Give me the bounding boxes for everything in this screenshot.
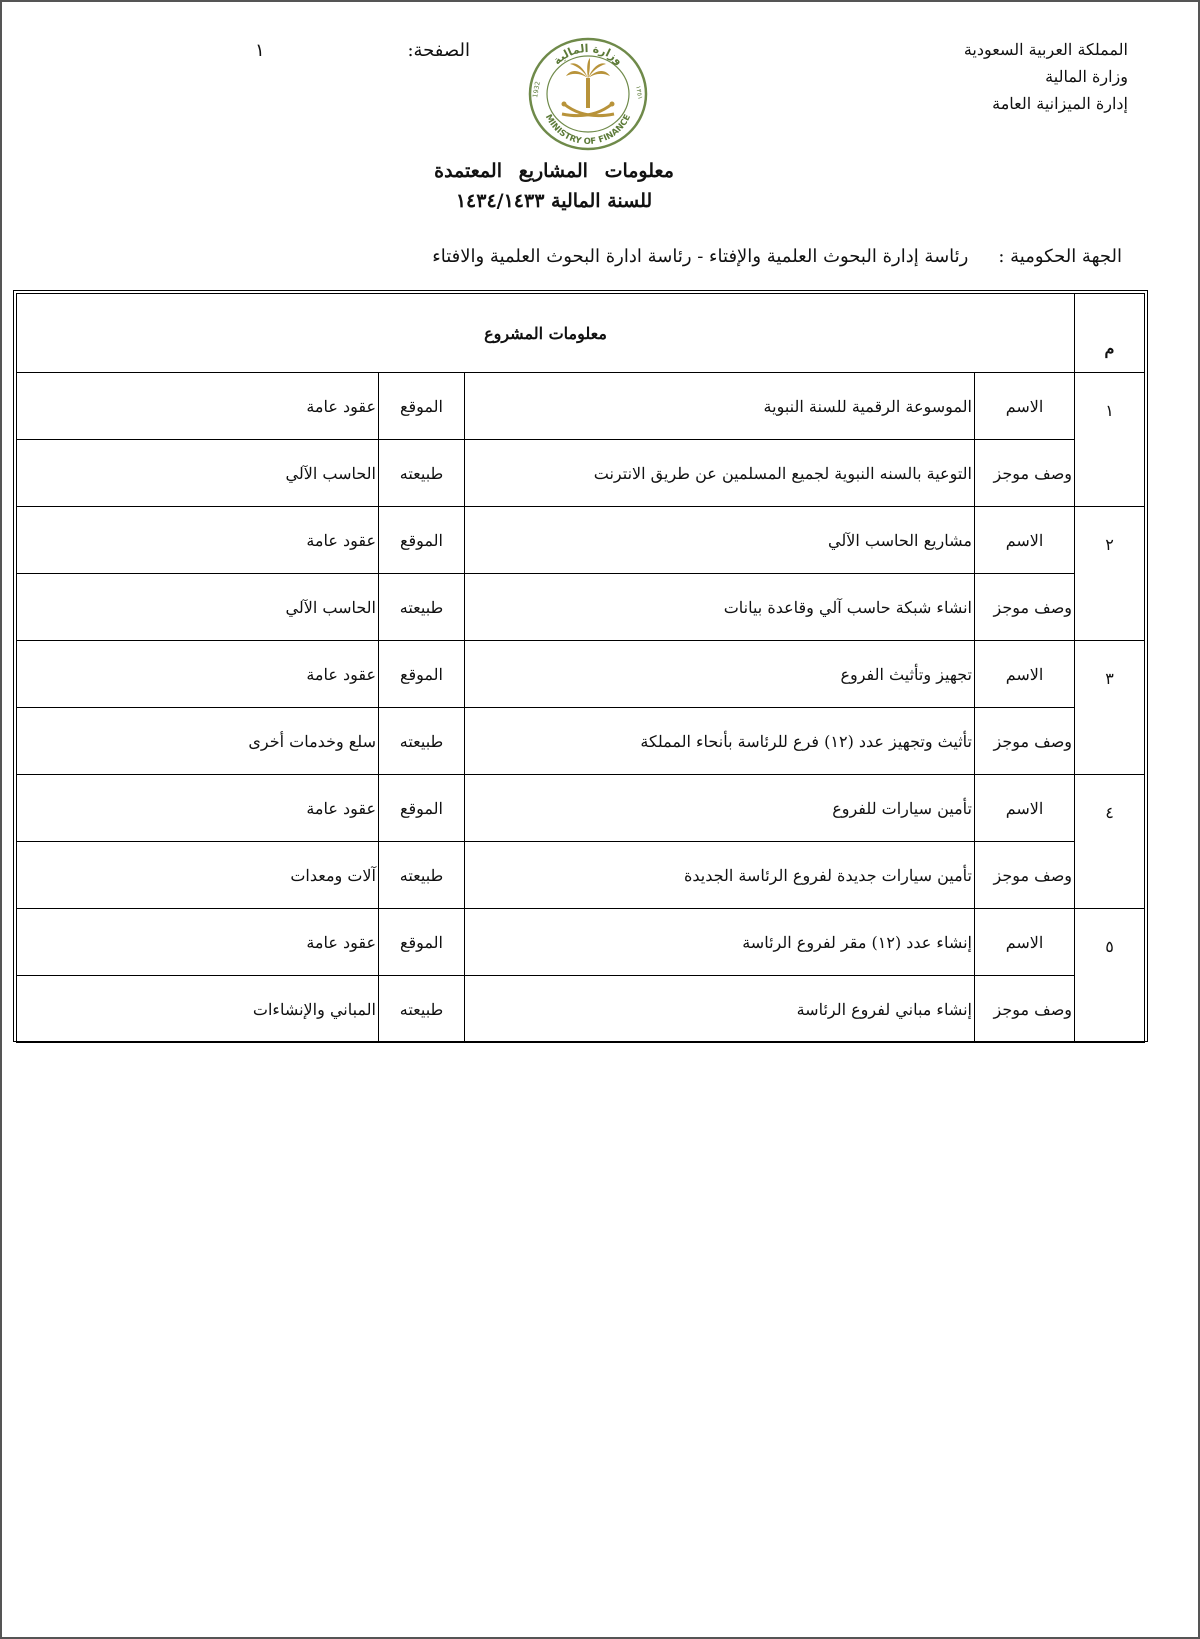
description-label-cell: وصف موجز [975, 574, 1075, 641]
ministry-seal-logo [524, 34, 652, 152]
seal-year-right: ١٣٥١ [634, 84, 645, 101]
location-label-cell: الموقع [379, 909, 465, 976]
title-line-2: للسنة المالية ١٤٣٤/١٤٣٣ [455, 190, 653, 212]
nature-label-cell: طبيعته [379, 976, 465, 1043]
column-header-number: م [1075, 294, 1145, 373]
project-nature-cell: الحاسب الآلي [17, 574, 379, 641]
project-location-cell: عقود عامة [17, 641, 379, 708]
description-label-cell: وصف موجز [975, 440, 1075, 507]
table-row-description [17, 842, 1145, 909]
table-row-name [17, 507, 1145, 574]
government-entity-value: رئاسة إدارة البحوث العلمية والإفتاء - رئاسة ادارة البحوث العلمية والافتاء [432, 246, 969, 267]
projects-table [16, 293, 1145, 1043]
project-name-cell: إنشاء عدد (١٢) مقر لفروع الرئاسة [465, 909, 975, 976]
project-nature-cell: الحاسب الآلي [17, 440, 379, 507]
kingdom-line: المملكة العربية السعودية [963, 40, 1128, 59]
nature-label-cell: طبيعته [379, 440, 465, 507]
location-label-cell: الموقع [379, 373, 465, 440]
nature-label-cell: طبيعته [379, 708, 465, 775]
table-row-name [17, 775, 1145, 842]
ministry-line: وزارة المالية [1045, 67, 1128, 86]
table-row-description [17, 440, 1145, 507]
table-row-description [17, 574, 1145, 641]
page-number-value: ١ [255, 40, 265, 61]
project-number-cell: ٣ [1075, 641, 1145, 775]
project-location-cell: عقود عامة [17, 507, 379, 574]
government-entity-label: الجهة الحكومية : [998, 246, 1122, 267]
seal-year-left: 1932 [531, 80, 542, 99]
table-row-description [17, 708, 1145, 775]
project-number-cell: ٥ [1075, 909, 1145, 1043]
nature-label-cell: طبيعته [379, 574, 465, 641]
title-line-1: معلومات المشاريع المعتمدة [434, 160, 674, 182]
project-description-cell: تأمين سيارات جديدة لفروع الرئاسة الجديدة [465, 842, 975, 909]
document-title [380, 156, 728, 216]
project-description-cell: تأثيث وتجهيز عدد (١٢) فرع للرئاسة بأنحاء المملكة [465, 708, 975, 775]
project-description-cell: انشاء شبكة حاسب آلي وقاعدة بيانات [465, 574, 975, 641]
projects-table-frame [13, 290, 1148, 1042]
project-nature-cell: سلع وخدمات أخرى [17, 708, 379, 775]
project-location-cell: عقود عامة [17, 775, 379, 842]
project-name-cell: تجهيز وتأثيث الفروع [465, 641, 975, 708]
table-row-name [17, 909, 1145, 976]
project-name-cell: تأمين سيارات للفروع [465, 775, 975, 842]
government-entity [432, 246, 1122, 267]
table-row-name [17, 641, 1145, 708]
name-label-cell: الاسم [975, 373, 1075, 440]
project-location-cell: عقود عامة [17, 373, 379, 440]
column-header-project-info: معلومات المشروع [17, 294, 1075, 373]
table-header-row [17, 294, 1145, 373]
project-number-cell: ١ [1075, 373, 1145, 507]
issuer-header [964, 36, 1128, 117]
project-description-cell: التوعية بالسنه النبوية لجميع المسلمين عن طريق الانترنت [465, 440, 975, 507]
project-number-cell: ٢ [1075, 507, 1145, 641]
table-row-description [17, 976, 1145, 1043]
project-nature-cell: آلات ومعدات [17, 842, 379, 909]
page-number-label: الصفحة: [407, 40, 470, 61]
location-label-cell: الموقع [379, 507, 465, 574]
name-label-cell: الاسم [975, 507, 1075, 574]
project-location-cell: عقود عامة [17, 909, 379, 976]
table-row-name [17, 373, 1145, 440]
name-label-cell: الاسم [975, 641, 1075, 708]
project-number-cell: ٤ [1075, 775, 1145, 909]
location-label-cell: الموقع [379, 775, 465, 842]
seal-english-text: MINISTRY OF FINANCE [542, 112, 634, 148]
project-nature-cell: المباني والإنشاءات [17, 976, 379, 1043]
description-label-cell: وصف موجز [975, 708, 1075, 775]
department-line: إدارة الميزانية العامة [992, 94, 1128, 113]
description-label-cell: وصف موجز [975, 842, 1075, 909]
location-label-cell: الموقع [379, 641, 465, 708]
name-label-cell: الاسم [975, 909, 1075, 976]
description-label-cell: وصف موجز [975, 976, 1075, 1043]
project-name-cell: مشاريع الحاسب الآلي [465, 507, 975, 574]
name-label-cell: الاسم [975, 775, 1075, 842]
project-description-cell: إنشاء مباني لفروع الرئاسة [465, 976, 975, 1043]
project-name-cell: الموسوعة الرقمية للسنة النبوية [465, 373, 975, 440]
nature-label-cell: طبيعته [379, 842, 465, 909]
seal-arabic-text: وزارة المالية [550, 41, 626, 68]
